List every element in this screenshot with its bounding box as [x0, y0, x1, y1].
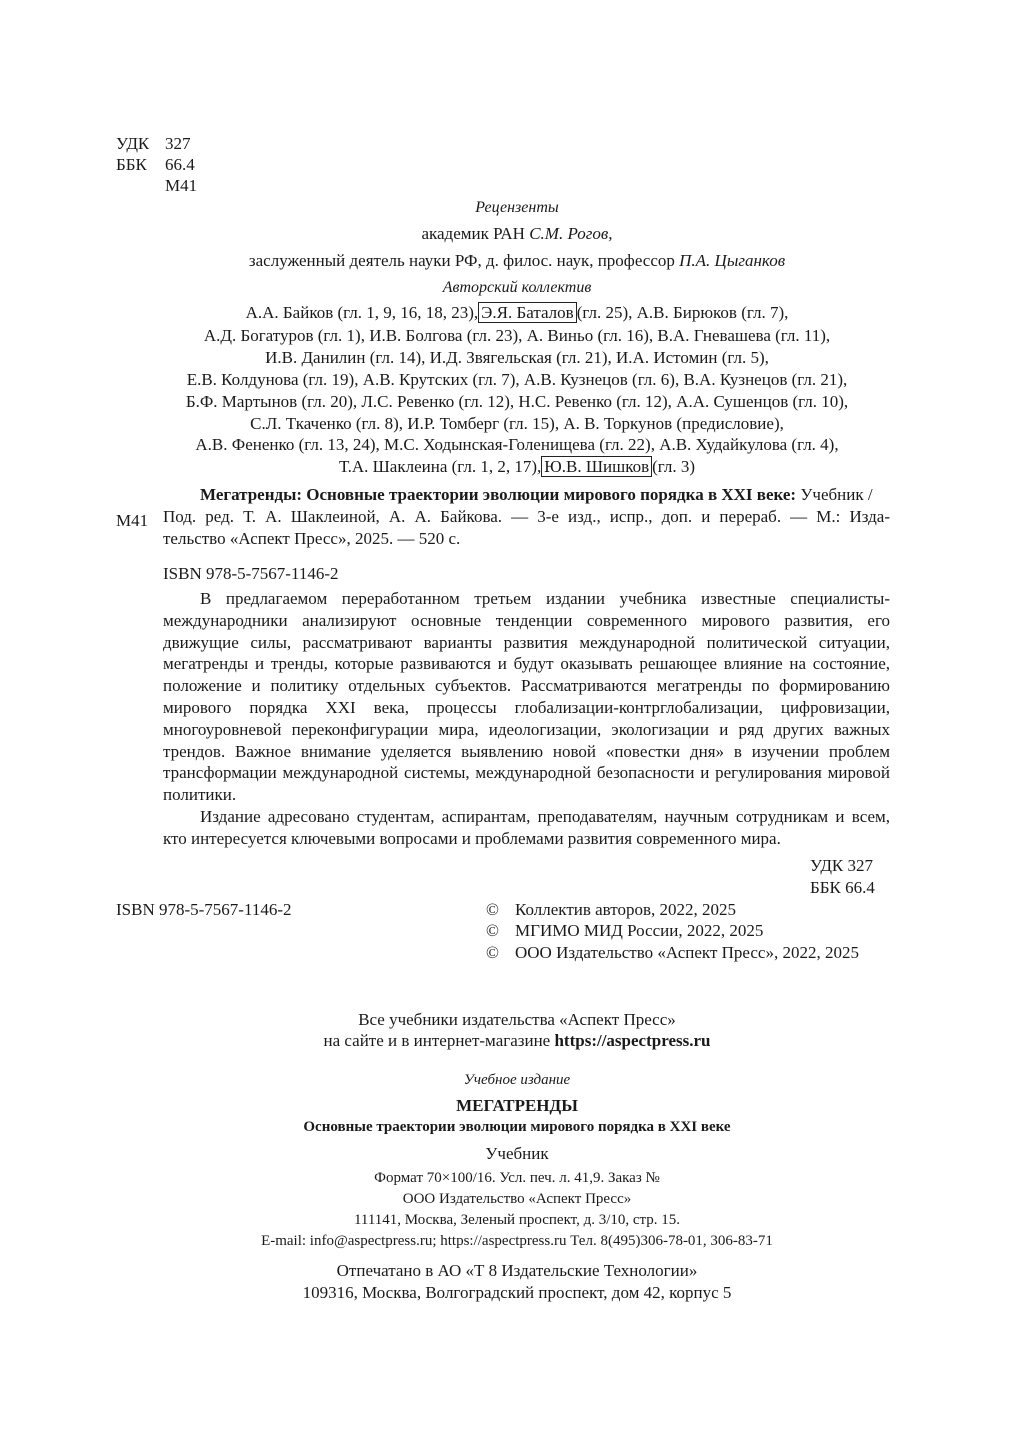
reviewer-rogov: [0, 223, 1034, 244]
authors-line-1: [0, 302, 1034, 323]
copyright-symbol-3: ©: [486, 943, 499, 962]
bib-marker: М41: [116, 511, 149, 530]
author-sign: М41: [165, 176, 198, 195]
authors-line-6: С.Л. Ткаченко (гл. 8), И.Р. Томберг (гл. 15), А. В. Торкунов (предисловие),: [250, 414, 784, 433]
imprint-address: 111141, Москва, Зеленый проспект, д. 3/10, стр. 15.: [353, 1212, 681, 1228]
bib-line-1: [163, 484, 890, 506]
imprint-publisher: ООО Издательство «Аспект Пресс»: [402, 1191, 632, 1207]
edition-type: Учебное издание: [463, 1072, 571, 1088]
authors-line-7: А.В. Фененко (гл. 13, 24), М.С. Ходынская-Голенищева (гл. 22), А.В. Худайкулова (гл. 4),: [195, 435, 839, 454]
udk-label: УДК: [116, 134, 150, 153]
annotation-paragraph-2: Издание адресовано студентам, аспирантам, преподавателям, научным сотрудникам и всем, кто интересуется ключевыми вопросами и проблемами развития современного мира.: [163, 806, 890, 848]
reviewer-tsygankov: [0, 250, 1034, 271]
authors-line-8: [0, 456, 1034, 477]
bbk-value: 66.4: [165, 155, 195, 174]
copyright-symbol-1: ©: [486, 900, 499, 919]
authors-line-4: Е.В. Колдунова (гл. 19), А.В. Крутских (гл. 7), А.В. Кузнецов (гл. 6), В.А. Кузнецов (гл. 21),: [186, 370, 848, 389]
authors-heading: Авторский коллектив: [442, 279, 592, 296]
copyright-isbn: ISBN 978-5-7567-1146-2: [116, 900, 292, 919]
reviewer-tsygankov-title: заслуженный деятель науки РФ, д. филос. наук, профессор: [248, 251, 675, 270]
copyright-symbol-2: ©: [486, 921, 499, 940]
copyright-line-2: МГИМО МИД России, 2022, 2025: [515, 921, 764, 940]
bib-title: Мегатренды: Основные траектории эволюции мирового порядка в XXI веке:: [200, 485, 797, 504]
copyright-line-3: ООО Издательство «Аспект Пресс», 2022, 2025: [515, 943, 859, 962]
bib-isbn: ISBN 978-5-7567-1146-2: [163, 564, 339, 583]
bbk-label: ББК: [116, 155, 147, 174]
bib-line-2: Под. ред. Т. А. Шаклеиной, А. А. Байкова. — 3-е изд., испр., доп. и перераб. — М.: Изда-: [163, 507, 890, 526]
imprint-title: МЕГАТРЕНДЫ: [456, 1096, 578, 1115]
authors-line-8-b: (гл. 3): [652, 457, 696, 476]
promo-url-link[interactable]: https://aspectpress.ru: [554, 1031, 711, 1050]
codes-bbk: ББК 66.4: [810, 878, 875, 897]
codes-udk: УДК 327: [810, 856, 874, 875]
imprint-subtitle: Основные траектории эволюции мирового порядка в XXI веке: [303, 1119, 731, 1135]
authors-line-5: Б.Ф. Мартынов (гл. 20), Л.С. Ревенко (гл. 12), Н.С. Ревенко (гл. 12), А.А. Сушенцов (гл. 10),: [185, 392, 849, 411]
author-boxed-shishkov: Ю.В. Шишков: [541, 456, 652, 477]
imprint-printer-address: 109316, Москва, Волгоградский проспект, дом 42, корпус 5: [302, 1283, 732, 1302]
authors-line-1-b: (гл. 25), А.В. Бирюков (гл. 7),: [576, 303, 789, 322]
copyright-line-1: Коллектив авторов, 2022, 2025: [515, 900, 736, 919]
bib-line-3: тельство «Аспект Пресс», 2025. — 520 с.: [163, 529, 461, 548]
imprint-format: Формат 70×100/16. Усл. печ. л. 41,9. Заказ №: [374, 1170, 660, 1186]
authors-line-3: И.В. Данилин (гл. 14), И.Д. Звягельская (гл. 21), И.А. Истомин (гл. 5),: [265, 348, 769, 367]
reviewers-heading: Рецензенты: [475, 199, 559, 216]
udk-value: 327: [165, 134, 191, 153]
promo-line-2: [0, 1030, 1034, 1051]
reviewer-tsygankov-name: П.А. Цыганков: [679, 251, 786, 270]
authors-line-1-a: А.А. Байков (гл. 1, 9, 16, 18, 23),: [245, 303, 479, 322]
reviewer-rogov-name: С.М. Рогов,: [529, 224, 613, 243]
bibliographic-description: [163, 484, 890, 550]
authors-line-8-a: Т.А. Шаклеина (гл. 1, 2, 17),: [338, 457, 542, 476]
author-boxed-batalov: Э.Я. Баталов: [478, 302, 577, 323]
imprint-contacts: E-mail: info@aspectpress.ru; https://aspectpress.ru Тел. 8(495)306-78-01, 306-83-71: [261, 1233, 773, 1249]
authors-line-2: А.Д. Богатуров (гл. 1), И.В. Болгова (гл. 23), А. Виньо (гл. 16), В.А. Гневашева (гл. 11),: [203, 326, 831, 345]
imprint-printed-by: Отпечатано в АО «Т 8 Издательские Технологии»: [336, 1261, 698, 1280]
annotation-paragraph-1: В предлагаемом переработанном третьем издании учебника известные специалисты-международники анализируют основные тенденции современного мирового развития, его движущие силы, рассматривают варианты развития международной политической ситуации, мегатренды и тренды, которые развиваются и будут оказывать решающее влияние на состояние, положение и политику отдельных субъектов. Рассматриваются мегатренды по формированию мирового порядка XXI века, процессы глобализации-контрглобализации, цифровизации, многоуровневой переконфигурации мира, идеологизации, экологизации и ряд других важных трендов. Важное внимание уделяется выявлению новой «повестки дня» в изучении проблем трансформации международной системы, международной безопасности и регулирования мировой политики.: [163, 589, 890, 805]
promo-line-2-text: на сайте и в интернет-магазине: [323, 1031, 551, 1050]
promo-line-1: Все учебники издательства «Аспект Пресс»: [358, 1010, 676, 1029]
reviewer-rogov-title: академик РАН: [421, 224, 525, 243]
imprint-genre: Учебник: [485, 1144, 549, 1163]
bib-genre: Учебник /: [796, 485, 873, 504]
annotation: [163, 588, 890, 850]
